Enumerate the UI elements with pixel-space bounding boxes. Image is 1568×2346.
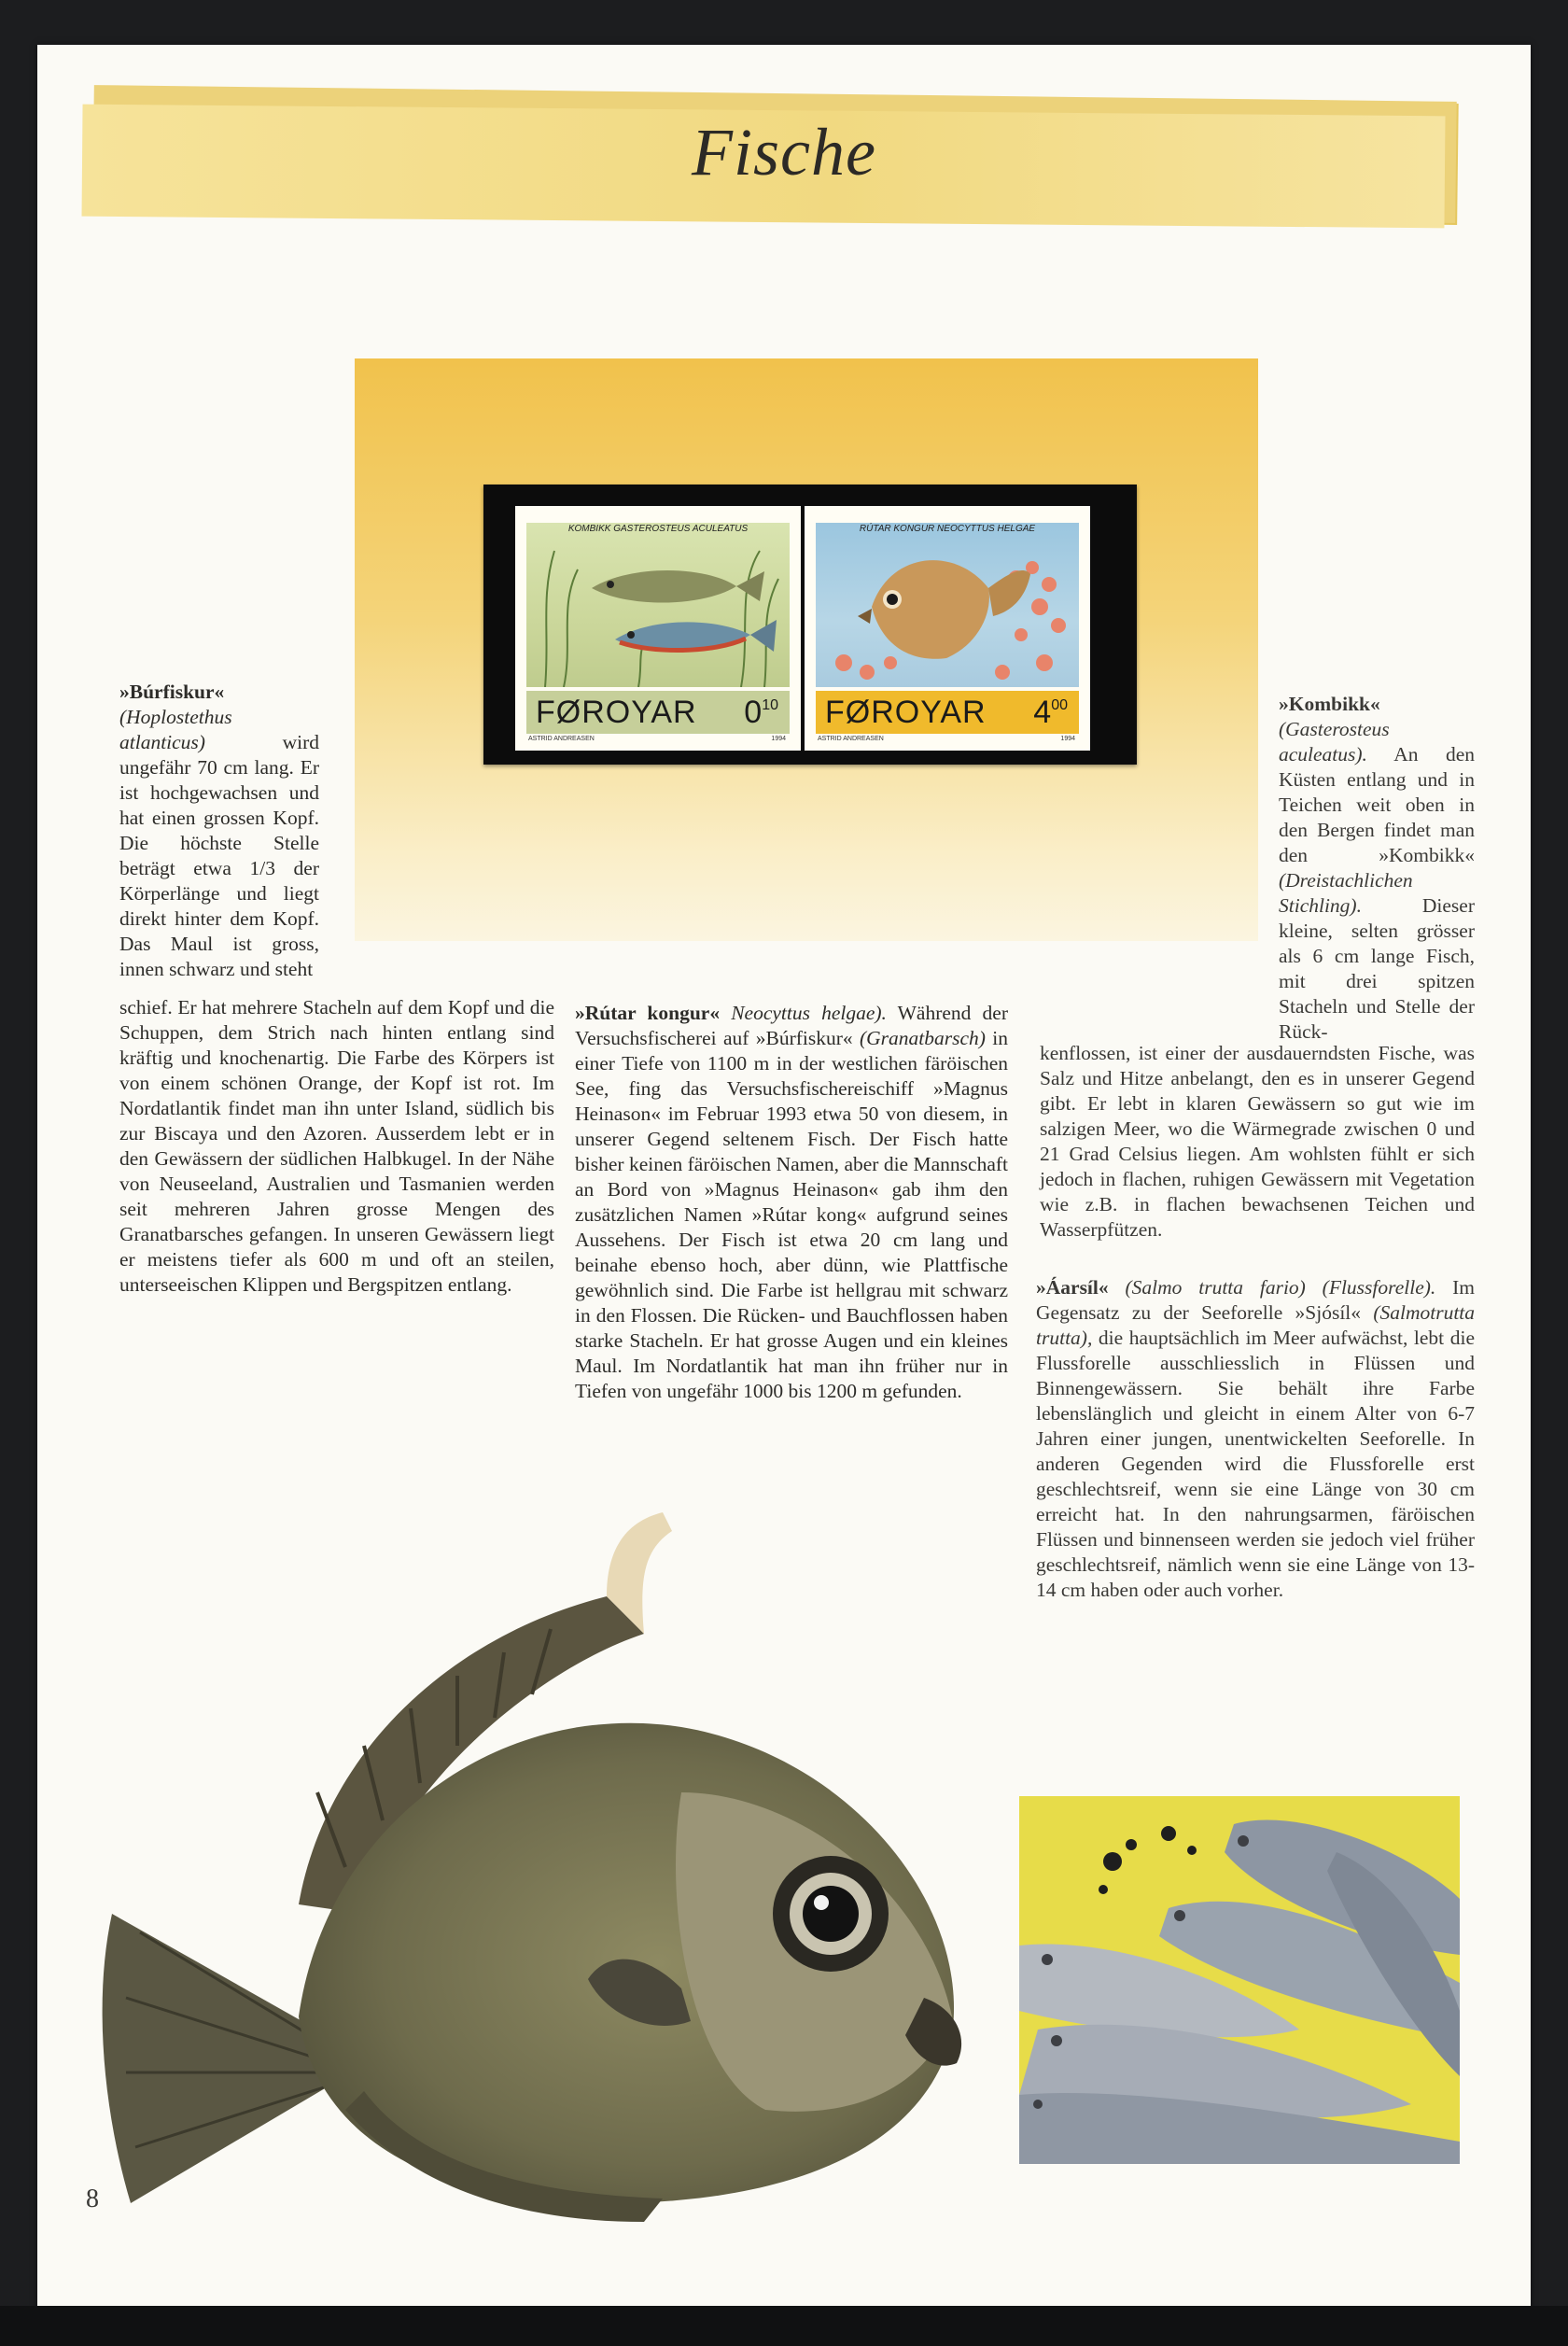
article-rutar-kongur [575,1001,1008,1404]
scientific-name: (Salmotrutta trutta), [1036,1301,1476,1349]
stamp-value-band [816,691,1079,734]
article-body: kenflossen, ist einer der ausdauerndsten Fische, was Salz und Hitze anbelangt, den es in unserer Gegend gibt. Er lebt in klaren Gewässern so gut wie im salzigen Meer, wo die Wärmegrade zwischen 0 und 21 Grad Celsius liegen. Am wohlsten fühlt er sich jedoch in flachen, ruhigen Gewässern mit Vegetation wie z.B. in flachen bewachsenen Teichen und Wasserpfützen. [1040,1042,1475,1241]
article-heading: »Rútar kongur« [575,1002,721,1024]
photo-flussforelle [1019,1796,1460,2164]
stamp-value-main: 4 [1033,695,1052,730]
stamp-face-value [744,695,778,731]
article-heading: »Áarsíl« [1036,1276,1109,1299]
stamp-caption: KOMBIKK GASTEROSTEUS ACULEATUS [567,524,749,534]
scientific-name: (Granatbarsch) [859,1027,986,1049]
scientific-name: (Gasterosteus aculeatus). [1279,718,1390,766]
stamp-year: 1994 [771,736,786,742]
stamp-country: FØROYAR [536,695,697,730]
scientific-name: (Salmo trutta fario) (Flussforelle). [1125,1276,1436,1299]
scientific-name: (Hoplostethus atlanticus) [119,706,232,753]
article-kombikk-top [1279,692,1475,1045]
stamp-value-band [526,691,790,734]
article-kombikk-bottom [1040,1041,1475,1243]
scan-shadow [0,2306,1568,2346]
stamp-kombikk [515,506,801,751]
article-burfiskur-top [119,680,319,982]
stamp-year: 1994 [1060,736,1075,742]
stamp-value-main: 0 [744,695,763,730]
stamp-rutar-kongur [805,506,1090,751]
article-aarsil [1036,1275,1475,1603]
article-body: An den Küsten entlang und in Teichen weit oben in den Bergen findet man den »Kombikk« [1279,743,1475,866]
article-body: in einer Tiefe von 1100 m in der westlichen färöischen See, fing das Versuchsfischereischiff »Magnus Heinason« im Februar 1993 etwa 50 von diesem, in unserer Gegend seltenem Fisch. Der Fisch hatte bisher keinen färöischen Namen, aber die Mannschaft an Bord von »Magnus Heinason« gab ihm den zusätzlichen Namen »Rútar kong« aufgrund seines Aussehens. Der Fisch ist etwa 20 cm lang und beinahe ebenso hoch, aber dünn, wie Plattfische gewöhnlich sind. Die Farbe ist hellgrau mit schwarz in den Flossen. Die Rücken- und Bauchflossen haben starke Stacheln. Er hat grosse Augen und ein kleines Maul. Im Nordatlantik hat man ihn früher nur in Tiefen von ungefähr 1000 bis 1200 m gefunden. [575,1027,1009,1402]
article-body: Während der Versuchsfischerei auf »Búrfiskur« [575,1002,1008,1049]
scientific-name: Neocyttus helgae). [731,1002,887,1024]
article-burfiskur-bottom [119,995,554,1298]
article-heading: »Búrfiskur« [119,681,225,703]
page-title: Fische [692,115,876,190]
stamp-rutar-kongur-art [816,523,1079,687]
page-number: 8 [86,2184,99,2213]
stamp-caption: RÚTAR KONGUR NEOCYTTUS HELGAE [859,524,1036,534]
stamp-value-sup: 10 [762,697,778,713]
article-body: wird ungefähr 70 cm lang. Er ist hochgewachsen und hat einen grossen Kopf. Die höchste Stelle beträgt etwa 1/3 der Körperlänge und liegt direkt hinter dem Kopf. Das Maul ist gross, innen schwarz und steht [119,731,319,980]
article-body: Im Gegensatz zu der Seeforelle »Sjósíl« [1036,1276,1476,1324]
article-heading: »Kombikk« [1279,693,1380,715]
stamp-value-sup: 00 [1051,697,1068,713]
photo-rutar-kongur-fish [84,1512,999,2222]
stamp-face-value [1033,695,1068,731]
stamp-country: FØROYAR [825,695,987,730]
scientific-name: (Dreistachlichen Stichling). [1279,869,1413,917]
article-body: schief. Er hat mehrere Stacheln auf dem Kopf und die Schuppen, dem Strich nach hinten entlang sind kräftig und knochenartig. Die Farbe des Körpers ist von einem schönen Orange, der Kopf ist rot. Im Nordatlantik findet man ihn unter Island, südlich bis zur Biscaya und den Azoren. Ausserdem lebt er in den Gewässern der südlichen Halbkugel. In der Nähe von Neuseeland, Australien und Tasmanien werden seit mehreren Jahren grosse Mengen des Granatbarsches gefangen. In unseren Gewässern liegt er meistens tiefer als 600 m und oft an steilen, unterseeischen Klippen und Bergspitzen entlang. [119,996,554,1296]
article-body: Dieser kleine, selten grösser als 6 cm lange Fisch, mit drei spitzen Stacheln und Stelle der Rück- [1279,894,1475,1043]
stamp-artist: ASTRID ANDREASEN [818,736,884,742]
article-body: die hauptsächlich im Meer aufwächst, lebt die Flussforelle ausschliesslich in Flüssen und Binnengewässern. Sie behält ihre Farbe lebenslänglich und gleicht in einem Alter von 6-7 Jahren einer jungen, unentwickelten Seeforelle. In anderen Gegenden wird die Flussforelle erst geschlechtsreif, wenn sie eine Länge von 30 cm erreicht hat. In den nahrungsarmen, färöischen Flüssen und binnenseen werden sie jedoch viel früher geschlechtsreif, nämlich wenn sie eine Länge von 13-14 cm haben oder auch vorher. [1036,1327,1475,1601]
stamp-artist: ASTRID ANDREASEN [528,736,595,742]
stamp-kombikk-art [526,523,790,687]
